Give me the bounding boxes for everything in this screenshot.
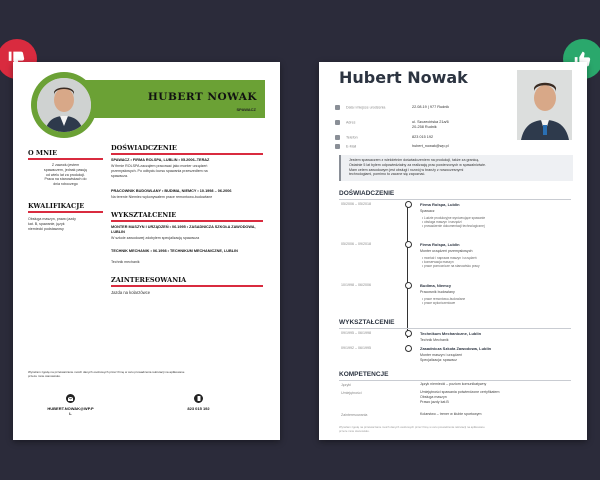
exp-3-role: Pracownik budowlany (420, 290, 455, 294)
good-cv-name: Hubert Nowak (339, 68, 468, 87)
bad-cv-sheet (13, 62, 280, 440)
bad-about-rule (28, 158, 103, 160)
good-cv-summary: Jestem spawaczem z wieloletnim doświadczeniem na produkcji, także za granicą. Ostatnie 5 lat byłem odpowiedzialny za realizację prac powierzonych w spawalnictwie. Mam celem zawodowym jest obsługi i rozwój w branży z nowoczesnymi technologiami, pomimo to zaczne się zapoznać. (339, 155, 573, 181)
exp-2-bullets: • montaż i naprawa maszyn i urządzeń • konserwacja maszyn • prace pomocnicze na stanowisku pracy (422, 256, 480, 269)
bad-experience-heading: DOŚWIADCZENIE (111, 144, 177, 152)
exp-1-date: 05/2006 – 05/2018 (341, 202, 371, 206)
bad-edu-1-title: MONTER MASZYN I URZĄDZEŃ • 06.1995 • ZASADNICZA SZKOŁA ZAWODOWA, LUBLIN (111, 225, 256, 234)
bad-interests-heading: ZAINTERESOWANIA (111, 276, 187, 284)
good-cv-sheet (319, 62, 587, 440)
email-icon (66, 394, 75, 403)
avatar (517, 70, 572, 140)
bad-cv-name: HUBERT NOWAK (147, 91, 257, 103)
good-footer-note: Wyrażam zgodę na przetwarzanie moich danych osobowych przez firmę w celu prowadzenia rekrutacji na aplikowane przeze mnie stanowisko. (339, 425, 485, 433)
bad-exp-1-text: W firmie ROLSPA zacząłem pracować jako monter urządzeń przemysłowych. Po odbyciu kursu spawania przeszedłem na spawacza. (111, 164, 208, 178)
edu-1-date: 09/1995 – 06/1998 (341, 331, 371, 335)
bad-interests-text: Jazda na kolarzówce (111, 290, 151, 295)
exp-3-date: 10/1998 – 06/2006 (341, 283, 371, 287)
bad-edu-2-text: Technik mechanik (111, 260, 140, 264)
exp-3-bullets: • prace remontowo-budowlane • prace wykończeniowe (422, 297, 466, 306)
edu-2-school: Zasadnicza Szkoła Zawodowa, Lublin (420, 346, 492, 351)
exp-2-date: 05/2006 – 09/2018 (341, 242, 371, 246)
detail-birth-label: Data i miejsce urodzenia (335, 105, 405, 110)
bad-skills-heading: KWALIFIKACJE (28, 202, 85, 210)
timeline-dot (405, 241, 412, 248)
exp-2-company: Firma Rolspa, Lublin (420, 242, 460, 247)
exp-1-role: Spawacz (420, 209, 435, 213)
good-experience-rule (339, 199, 571, 200)
phone-icon (194, 394, 203, 403)
exp-1-company: Firma Rolspa, Lublin (420, 202, 460, 207)
good-education-heading: WYKSZTAŁCENIE (339, 319, 395, 326)
good-skills-rule (339, 380, 571, 381)
bad-skills-text: Obsługa maszyn, prawo jazdy kat. B, spawanie, język niemiecki podstawowy (28, 217, 76, 231)
email-icon (335, 144, 340, 149)
bad-skills-rule (28, 211, 103, 213)
skill-2-label: Umiejętności (341, 391, 362, 395)
bad-exp-2-title: PRACOWNIK BUDOWLANY • BUDIMA, NIEMCY • 10.1998 – 06.2006 (111, 189, 232, 193)
bad-education-heading: WYKSZTAŁCENIE (111, 211, 177, 219)
timeline-dot (405, 201, 412, 208)
skill-2-value: Umiejętności spawania potwierdzone certyfikatem Obsługa maszyn Prawo jazdy kat.B (420, 390, 500, 404)
skill-1-label: Języki (341, 383, 351, 387)
detail-birth-value: 22.08.19 | 977 Rudnik (412, 105, 450, 109)
timeline-dot (405, 345, 412, 352)
edu-2-date: 09/1992 – 06/1995 (341, 346, 371, 350)
good-education-rule (339, 328, 571, 329)
exp-1-bullets: • Ludzie produkcyjne wyrównujące spawanie • obsługa maszyn i narzędzi • prowadzenie dokumentacji technologicznej (422, 216, 486, 229)
bad-about-heading: O MNIE (28, 149, 58, 157)
skill-1-value: Język niemiecki – poziom komunikatywny (420, 382, 487, 386)
bad-exp-1-title: SPAWACZ • FIRMA ROLSPA, LUBLIN • 05.2006–TERAZ (111, 158, 210, 162)
bad-footer-note: Wyrażam zgodę na przetwarzanie moich danych osobowych przez firmę w celu prowadzenia rekrutacji na aplikowane przeze mnie stanowisko. (28, 370, 185, 378)
timeline-dot (405, 330, 412, 337)
detail-address-label: Adres (335, 120, 355, 125)
phone-icon (335, 135, 340, 140)
detail-email-label: E-Mail (335, 144, 356, 149)
bad-interests-rule (111, 285, 263, 287)
edu-1-school: Technikum Mechaniczne, Lublin (420, 331, 482, 336)
bad-exp-2-text: Na terenie Niemiec wykonywałem prace remontowo-budowlane (111, 195, 213, 199)
detail-address-value: ul. Szczecińska 21a/6 20-258 Rudnik (412, 120, 449, 129)
bad-edu-2-title: TECHNIK MECHANIK • 06.1998 • TECHNIKUM MECHANICZNE, LUBLIN (111, 249, 238, 253)
detail-phone-label: Telefon (335, 135, 358, 140)
edu-1-text: Technik Mechanik (420, 338, 449, 342)
bad-education-rule (111, 220, 263, 222)
good-skills-heading: KOMPETENCJE (339, 371, 389, 378)
exp-2-role: Monter urządzeń przemysłowych (420, 249, 473, 253)
timeline-dot (405, 282, 412, 289)
skill-3-value: Kolarstwo – trener w klubie sportowym (420, 412, 482, 416)
bad-contact-phone: 823 015 192 (161, 394, 236, 411)
bad-cv-role: SPAWACZ (236, 107, 256, 112)
skill-3-label: Zainteresowania (341, 413, 368, 417)
detail-email-value: hubert_nowak@wp.pl (412, 144, 449, 148)
detail-phone-value: 823 015 192 (412, 135, 434, 139)
calendar-icon (335, 105, 340, 110)
exp-3-company: Budima, Niemcy (420, 283, 452, 288)
bad-cv-photo-frame (31, 72, 97, 138)
bad-about-text: Z zawodu jestem spawaczem, jednak pasuję od wielu lat za produkcji. Praca na stanowiskach do dnia roboczego (43, 163, 88, 187)
bad-experience-rule (111, 153, 263, 155)
bad-contact-email: HUBERT.NOWAK@WP.P L (33, 394, 108, 416)
location-icon (335, 120, 340, 125)
bad-edu-1-text: W szkole zawodowej zdobyłem specjalizację spawacza (111, 236, 200, 240)
avatar (37, 78, 91, 132)
experience-timeline (407, 206, 408, 338)
good-experience-heading: DOŚWIADCZENIE (339, 190, 395, 197)
edu-2-text: Monter maszyn i urządzeń Specjalizacja: spawacz (420, 353, 463, 362)
